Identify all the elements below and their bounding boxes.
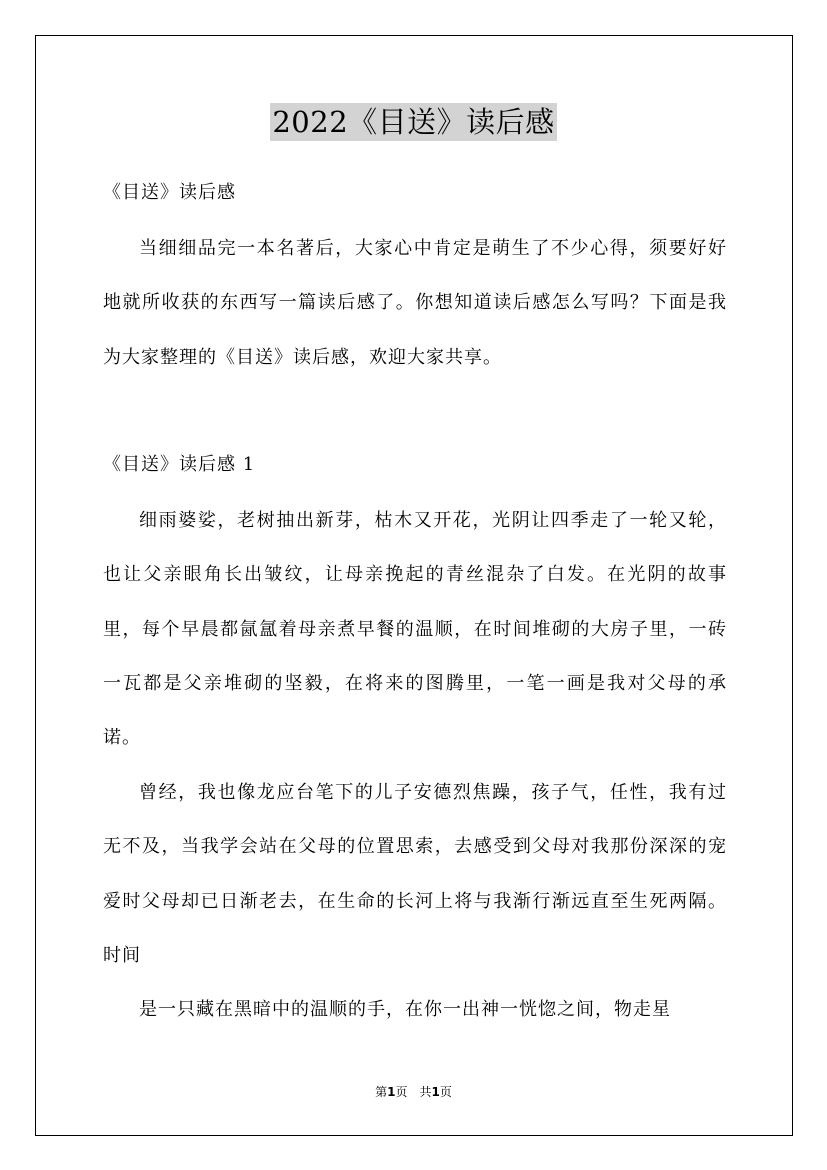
- body-paragraph-3: 是一只藏在黑暗中的温顺的手，在你一出神一恍惚之间，物走星: [139, 999, 671, 1020]
- total-prefix: 共: [419, 1085, 432, 1099]
- total-suffix: 页: [439, 1085, 452, 1099]
- body-paragraph-2: 曾经，我也像龙应台笔下的儿子安德烈焦躁，孩子气，任性，我有过无不及，当我学会站在父母的位置思索，去感受到父母对我那份深深的宠爱时父母却已日渐老去，在生命的长河上将与我渐行渐远直至生死两隔。时间: [103, 782, 727, 966]
- intro-paragraph: 当细细品完一本名著后，大家心中肯定是萌生了不少心得，须要好好地就所收获的东西写一篇读后感了。你想知道读后感怎么写吗？下面是我为大家整理的《目送》读后感，欢迎大家共享。: [103, 238, 727, 368]
- page-number: 1: [387, 1085, 396, 1099]
- title-container: [0, 103, 827, 141]
- page-suffix: 页: [395, 1085, 408, 1099]
- body-paragraph-1: 细雨婆娑，老树抽出新芽，枯木又开花，光阴让四季走了一轮又轮，也让父亲眼角长出皱纹，让母亲挽起的青丝混杂了白发。在光阴的故事里，每个早晨都氤氲着母亲煮早餐的温顺，在时间堆砌的大房子里，一砖一瓦都是父亲堆砌的坚毅，在将来的图腾里，一笔一画是我对父母的承诺。: [103, 510, 727, 749]
- document-title: 2022《目送》读后感: [272, 105, 555, 139]
- page-prefix: 第: [375, 1085, 388, 1099]
- section-heading: 《目送》读后感 1: [103, 454, 256, 475]
- document-subtitle: 《目送》读后感: [103, 182, 236, 203]
- page-footer: [0, 1082, 827, 1102]
- total-pages: 1: [431, 1085, 440, 1099]
